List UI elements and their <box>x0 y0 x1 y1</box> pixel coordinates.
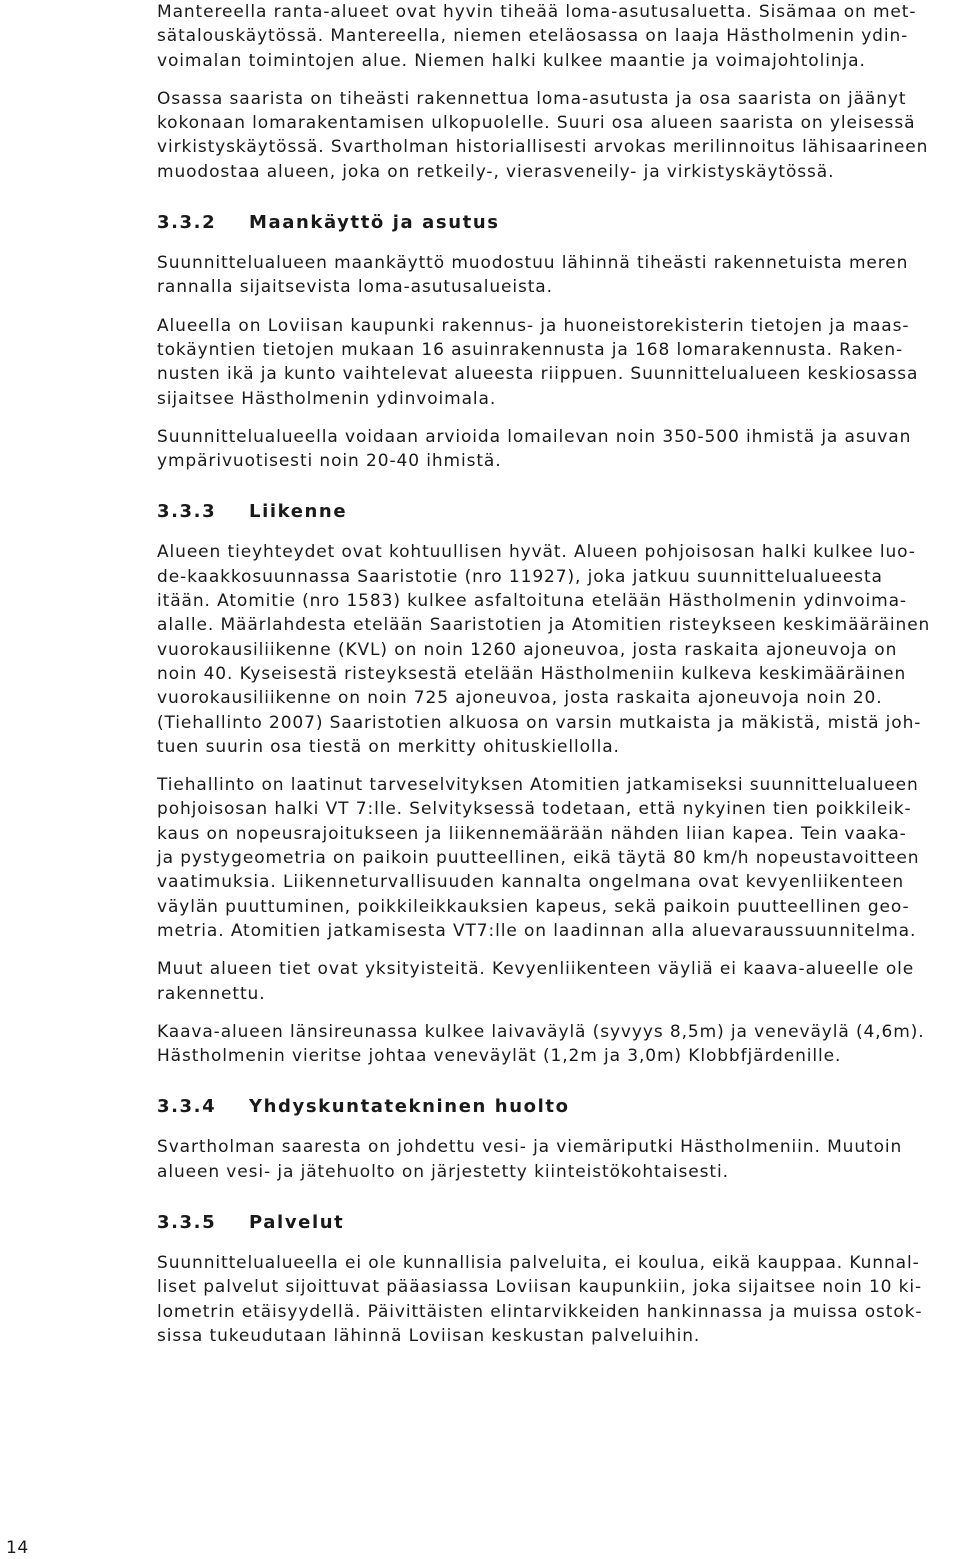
section-heading-3-3-3 <box>157 500 957 524</box>
paragraph: Suunnittelualueella voidaan arvioida lomailevan noin 350-500 ihmistä ja asuvan ympärivuotisesti noin 20-40 ihmistä. <box>157 426 912 472</box>
section-number: 3.3.3 <box>157 501 217 523</box>
section-number: 3.3.2 <box>157 212 217 234</box>
paragraph: Tiehallinto on laatinut tarveselvityksen Atomitien jatkamiseksi suunnittelualueen pohjoisosan halki VT 7:lle. Selvityksessä todetaan, että nykyinen tien poikkileik- kaus on nopeusrajoitukseen ja liikennemäärään nähden liian kapea. Tein vaaka- ja pystygeometria on paikoin puutteellinen, eikä täytä 80 km/h nopeustavoitteen vaatimuksia. Liikenneturvallisuuden kannalta ongelmana ovat kevyenliikenteen väylän puuttuminen, poikkileikkauksien kapeus, sekä paikoin puutteellinen geo- metria. Atomitien jatkamisesta VT7:lle on laadinnan alla aluevaraussuunnitelma. <box>157 775 920 941</box>
paragraph: Alueella on Loviisan kaupunki rakennus- ja huoneistorekisterin tietojen ja maas- tokäyntien tietojen mukaan 16 asuinrakennusta ja 168 lomarakennusta. Raken- nusten ikä ja kunto vaihtelevat alueesta riippuen. Suunnittelualueen keskiosassa sijaitsee Hästholmenin ydinvoimala. <box>157 315 919 409</box>
intro-paragraph-2: Osassa saarista on tiheästi rakennettua loma-asutusta ja osa saarista on jäänyt kokonaan lomarakentamisen ulkopuolelle. Suuri osa alueen saarista on yleisessä virkistyskäytössä. Svartholman historiallisesti arvokas merilinnoitus lähisaarineen muodostaa alueen, joka on retkeily-, vierasveneily- ja virkistyskäytössä. <box>157 88 929 182</box>
paragraph: Svartholman saaresta on johdettu vesi- ja viemäriputki Hästholmeniin. Muutoin alueen vesi- ja jätehuolto on järjestetty kiinteistökohtaisesti. <box>157 1137 903 1182</box>
section-title: Yhdyskuntatekninen huolto <box>249 1096 570 1118</box>
section-number: 3.3.4 <box>157 1096 217 1118</box>
section-heading-3-3-4 <box>157 1095 957 1119</box>
section-title: Liikenne <box>249 501 348 523</box>
section-number: 3.3.5 <box>157 1211 217 1233</box>
section-heading-3-3-2 <box>157 211 957 235</box>
page-number: 14 <box>6 1538 29 1558</box>
section-title: Palvelut <box>249 1211 345 1233</box>
paragraph: Kaava-alueen länsireunassa kulkee laivaväylä (syvyys 8,5m) ja veneväylä (4,6m). Hästholmenin vieritse johtaa veneväylät (1,2m ja 3,0m) Klobbfjärdenille. <box>157 1021 925 1067</box>
section-heading-3-3-5 <box>157 1211 957 1235</box>
paragraph: Alueen tieyhteydet ovat kohtuullisen hyvät. Alueen pohjoisosan halki kulkee luo- de-kaakkosuunnassa Saaristotie (nro 11927), joka jatkuu suunnittelualueesta itään. Atomitie (nro 1583) kulkee asfaltoituna etelään Hästholmenin ydinvoima- alalle. Määrlahdesta etelään Saaristotien ja Atomitien risteykseen keskimääräinen vuorokausiliikenne (KVL) on noin 1260 ajoneuvoa, josta raskaita ajoneuvoja on noin 40. Kyseisestä risteyksestä etelään Hästholmeniin kulkeva keskimääräinen vuorokausiliikenne on noin 725 ajoneuvoa, josta raskaita ajoneuvoja noin 20. (Tiehallinto 2007) Saaristotien alkuosa on varsin mutkaista ja mäkistä, mistä joh- tuen suurin osa tiestä on merkitty ohituskiellolla. <box>157 542 931 757</box>
paragraph: Muut alueen tiet ovat yksityisteitä. Kevyenliikenteen väyliä ei kaava-alueelle ole rakennettu. <box>157 959 915 1004</box>
intro-paragraph-1: Mantereella ranta-alueet ovat hyvin tiheää loma-asutusaluetta. Sisämaa on met- sätalouskäytössä. Mantereella, niemen eteläosassa on laaja Hästholmenin ydin- voimalan toimintojen alue. Niemen halki kulkee maantie ja voimajohtolinja. <box>157 2 917 71</box>
paragraph: Suunnittelualueen maankäyttö muodostuu lähinnä tiheästi rakennetuista meren rannalla sijaitsevista loma-asutusalueista. <box>157 253 909 298</box>
page-content <box>157 0 957 1362</box>
paragraph: Suunnittelualueella ei ole kunnallisia palveluita, ei koulua, eikä kauppaa. Kunnal- liset palvelut sijoittuvat pääasiassa Loviisan kaupunkiin, joka sijaitsee noin 10 ki- lometrin etäisyydellä. Päivittäisten elintarvikkeiden hankinnassa ja muissa ostok- sissa tukeudutaan lähinnä Loviisan keskustan palveluihin. <box>157 1252 923 1346</box>
section-title: Maankäyttö ja asutus <box>249 212 500 234</box>
